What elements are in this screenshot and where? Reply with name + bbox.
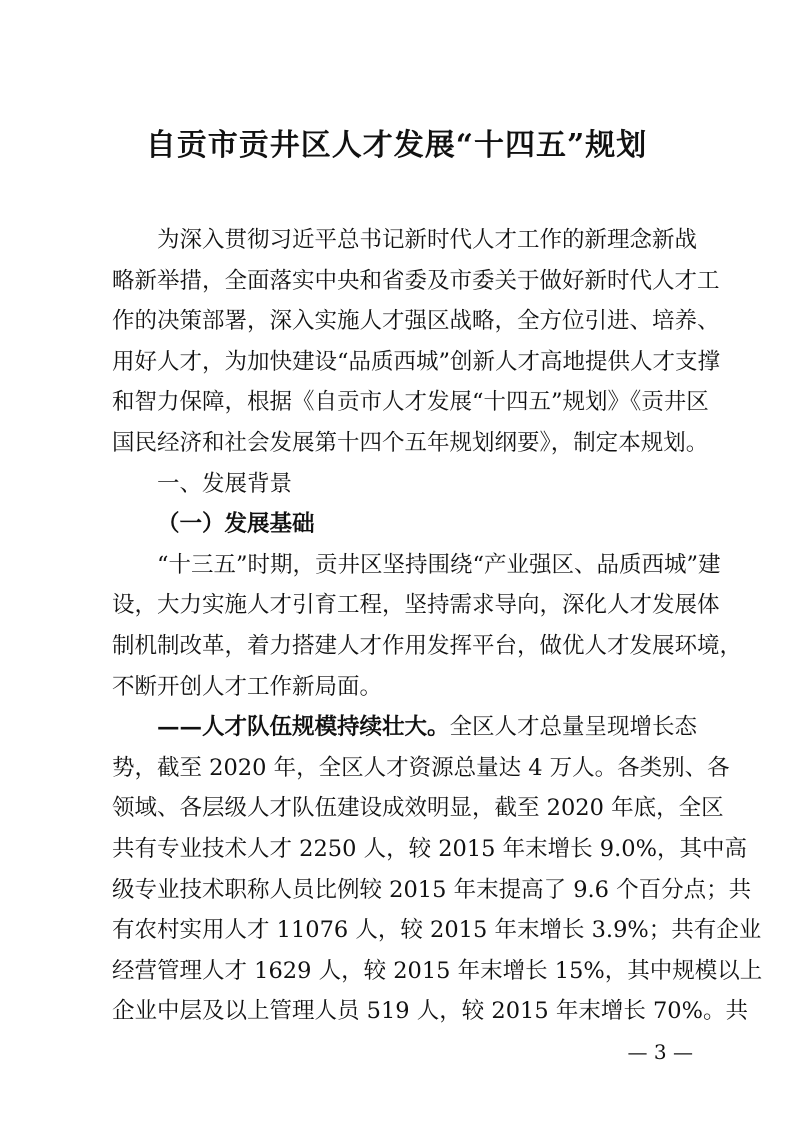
paragraph-line: 企业中层及以上管理人员 519 人，较 2015 年末增长 70%。共 <box>112 998 748 1025</box>
page-number: — 3 — <box>627 1040 693 1064</box>
paragraph-line: 有农村实用人才 11076 人，较 2015 年末增长 3.9%；共有企业 <box>112 917 762 944</box>
paragraph-line: 不断开创人才工作新局面。 <box>112 673 383 700</box>
paragraph-line: 设，大力实施人才引育工程，坚持需求导向，深化人才发展体 <box>112 592 720 619</box>
section-heading: 一、发展背景 <box>157 470 293 497</box>
intro-line: 作的决策部署，深入实施人才强区战略，全方位引进、培养、 <box>112 308 720 335</box>
intro-line: 略新举措，全面落实中央和省委及市委关于做好新时代人才工 <box>112 267 720 294</box>
paragraph-line: 势，截至 2020 年，全区人才资源总量达 4 万人。各类别、各 <box>112 754 730 781</box>
intro-line: 国民经济和社会发展第十四个五年规划纲要》，制定本规划。 <box>112 429 709 456</box>
paragraph-line: 领域、各层级人才队伍建设成效明显，截至 2020 年底，全区 <box>112 795 724 822</box>
subsection-heading: （一）发展基础 <box>157 511 315 538</box>
paragraph-line: 共有专业技术人才 2250 人，较 2015 年末增长 9.0%，其中高 <box>112 835 747 862</box>
paragraph-lead-text: ——人才队伍规模持续壮大。 <box>157 714 450 741</box>
paragraph-line <box>112 707 698 748</box>
intro-line: 为深入贯彻习近平总书记新时代人才工作的新理念新战 <box>157 227 698 253</box>
paragraph-line: “十三五”时期，贡井区坚持围绕“产业强区、品质西城”建 <box>157 551 721 578</box>
intro-line: 和智力保障，根据《自贡市人才发展“十四五”规划》《贡井区 <box>112 389 709 416</box>
document-title: 自贡市贡井区人才发展“十四五”规划 <box>145 128 648 163</box>
paragraph-text: 全区人才总量呈现增长态 <box>449 714 698 741</box>
document-body <box>112 220 763 1032</box>
paragraph-line: 制机制改革，着力搭建人才作用发挥平台，做优人才发展环境， <box>112 632 743 659</box>
intro-line: 用好人才，为加快建设“品质西城”创新人才高地提供人才支撑 <box>112 348 721 375</box>
paragraph-line: 级专业技术职称人员比例较 2015 年末提高了 9.6 个百分点；共 <box>112 876 752 903</box>
paragraph-line: 经营管理人才 1629 人，较 2015 年末增长 15%，其中规模以上 <box>112 957 763 984</box>
